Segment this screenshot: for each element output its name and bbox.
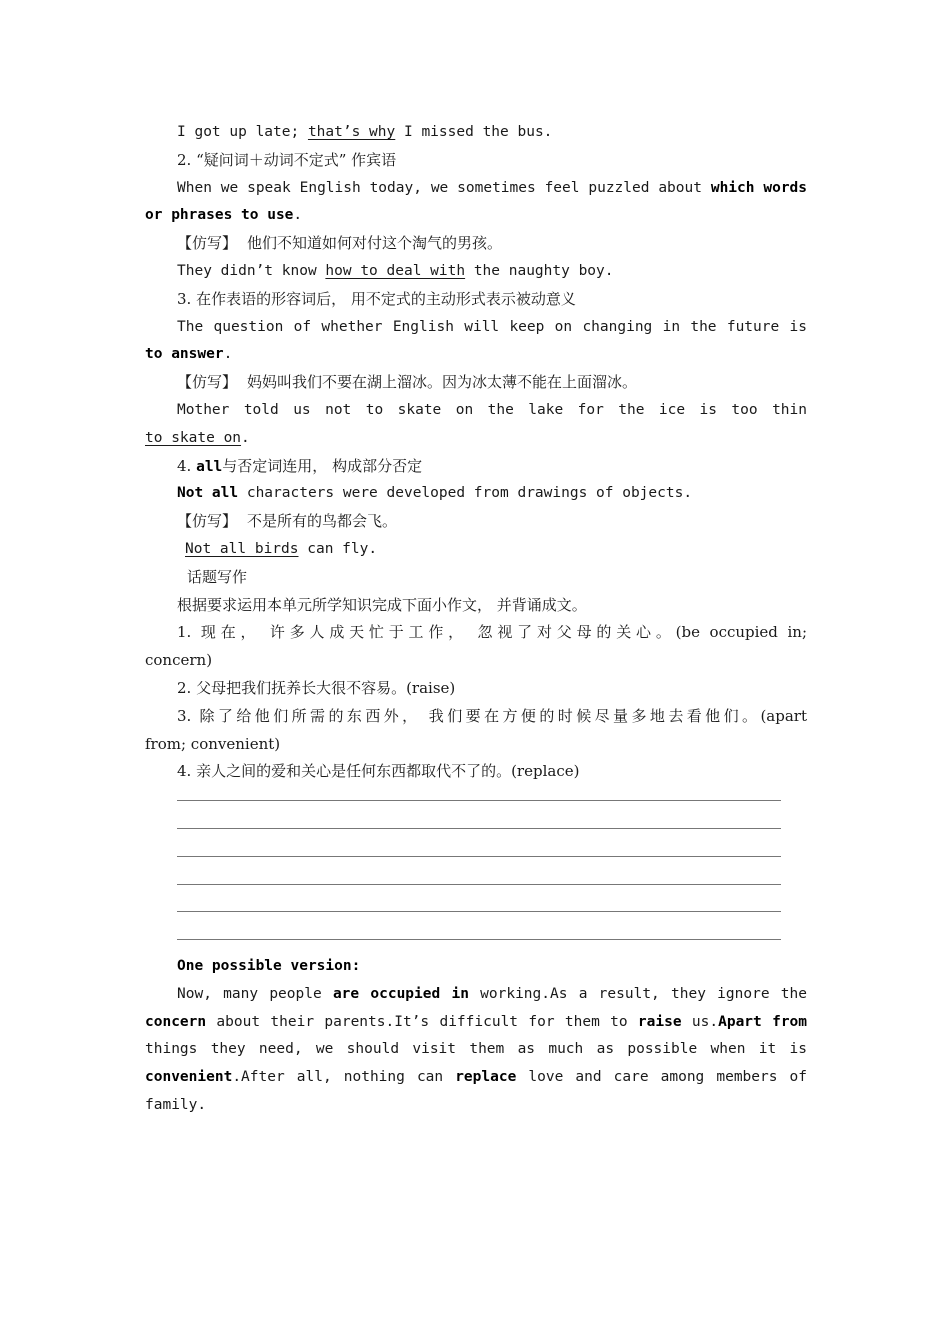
writing-item-2: 2. 父母把我们抚养长大很不容易。(raise): [177, 678, 456, 697]
answer-blank-line[interactable]: [145, 842, 807, 870]
example-sentence: Not all characters were developed from drawings of objects.: [177, 485, 693, 502]
answer-blank-line[interactable]: [145, 786, 807, 814]
imitation-tag: 【仿写】: [177, 373, 238, 392]
imitation-answer-cont: to skate on.: [145, 429, 250, 446]
version-paragraph-cont: things they need, we should visit them as much as possible when it is: [145, 1041, 807, 1058]
writing-item-4: 4. 亲人之间的爱和关心是任何东西都取代不了的。(replace): [177, 762, 580, 781]
imitation-tag: 【仿写】: [177, 512, 238, 531]
writing-instructions: 根据要求运用本单元所学知识完成下面小作文， 并背诵成文。: [177, 595, 587, 614]
example-sentence-cont: to answer.: [145, 346, 233, 363]
writing-item-3: 3. 除了给他们所需的东西外， 我们要在方便的时候尽量多地去看他们。(apart: [177, 706, 807, 725]
answer-underlined: Not all birds: [185, 540, 299, 557]
answer-blank-line[interactable]: [145, 870, 807, 898]
example-sentence: When we speak English today, we sometimes feel puzzled about which words: [177, 179, 807, 196]
imitation-answer: Not all birds can fly.: [185, 540, 378, 557]
example-sentence: The question of whether English will keep on changing in the future is: [177, 318, 807, 335]
answer-blank-line[interactable]: [145, 925, 807, 953]
answer-blank-line[interactable]: [145, 814, 807, 842]
version-paragraph-cont: concern about their parents.It’s difficult for them to raise us.Apart from: [145, 1013, 807, 1030]
imitation-answer: They didn’t know how to deal with the naughty boy.: [177, 262, 614, 279]
imitation-prompt: 【仿写】 他们不知道如何对付这个淘气的男孩。: [177, 234, 503, 253]
imitation-tag: 【仿写】: [177, 234, 238, 253]
version-paragraph: Now, many people are occupied in working.As a result, they ignore the: [177, 985, 807, 1002]
answer-underlined: to skate on: [145, 429, 242, 446]
answer-underlined: how to deal with: [325, 262, 466, 279]
writing-item-1-cont: concern): [145, 651, 213, 670]
document-page: [145, 119, 807, 1120]
imitation-answer: Mother told us not to skate on the lake for the ice is too thin: [177, 401, 807, 418]
section-heading-2: 2. “疑问词＋动词不定式” 作宾语: [177, 150, 397, 169]
answer-blank-line[interactable]: [145, 897, 807, 925]
imitation-prompt: 【仿写】 不是所有的鸟都会飞。: [177, 512, 398, 531]
example-line: I got up late; that’s why I missed the bus.: [177, 124, 553, 140]
version-paragraph-end: family.: [145, 1096, 207, 1113]
section-heading-3: 3. 在作表语的形容词后， 用不定式的主动形式表示被动意义: [177, 289, 576, 308]
writing-item-1: 1. 现在， 许多人成天忙于工作， 忽视了对父母的关心。(be occupied in;: [177, 623, 807, 642]
imitation-prompt: 【仿写】 妈妈叫我们不要在湖上溜冰。因为冰太薄不能在上面溜冰。: [177, 373, 638, 392]
writing-item-3-cont: from; convenient): [145, 734, 281, 753]
version-paragraph-cont: convenient.After all, nothing can replace love and care among members of: [145, 1069, 807, 1086]
answer-underlined: that’s why: [307, 124, 396, 140]
topic-writing-heading: 话题写作: [187, 567, 248, 586]
version-title: One possible version:: [177, 957, 361, 974]
section-heading-4: 4. all与否定词连用， 构成部分否定: [177, 456, 423, 475]
example-sentence-cont: or phrases to use.: [145, 207, 303, 224]
